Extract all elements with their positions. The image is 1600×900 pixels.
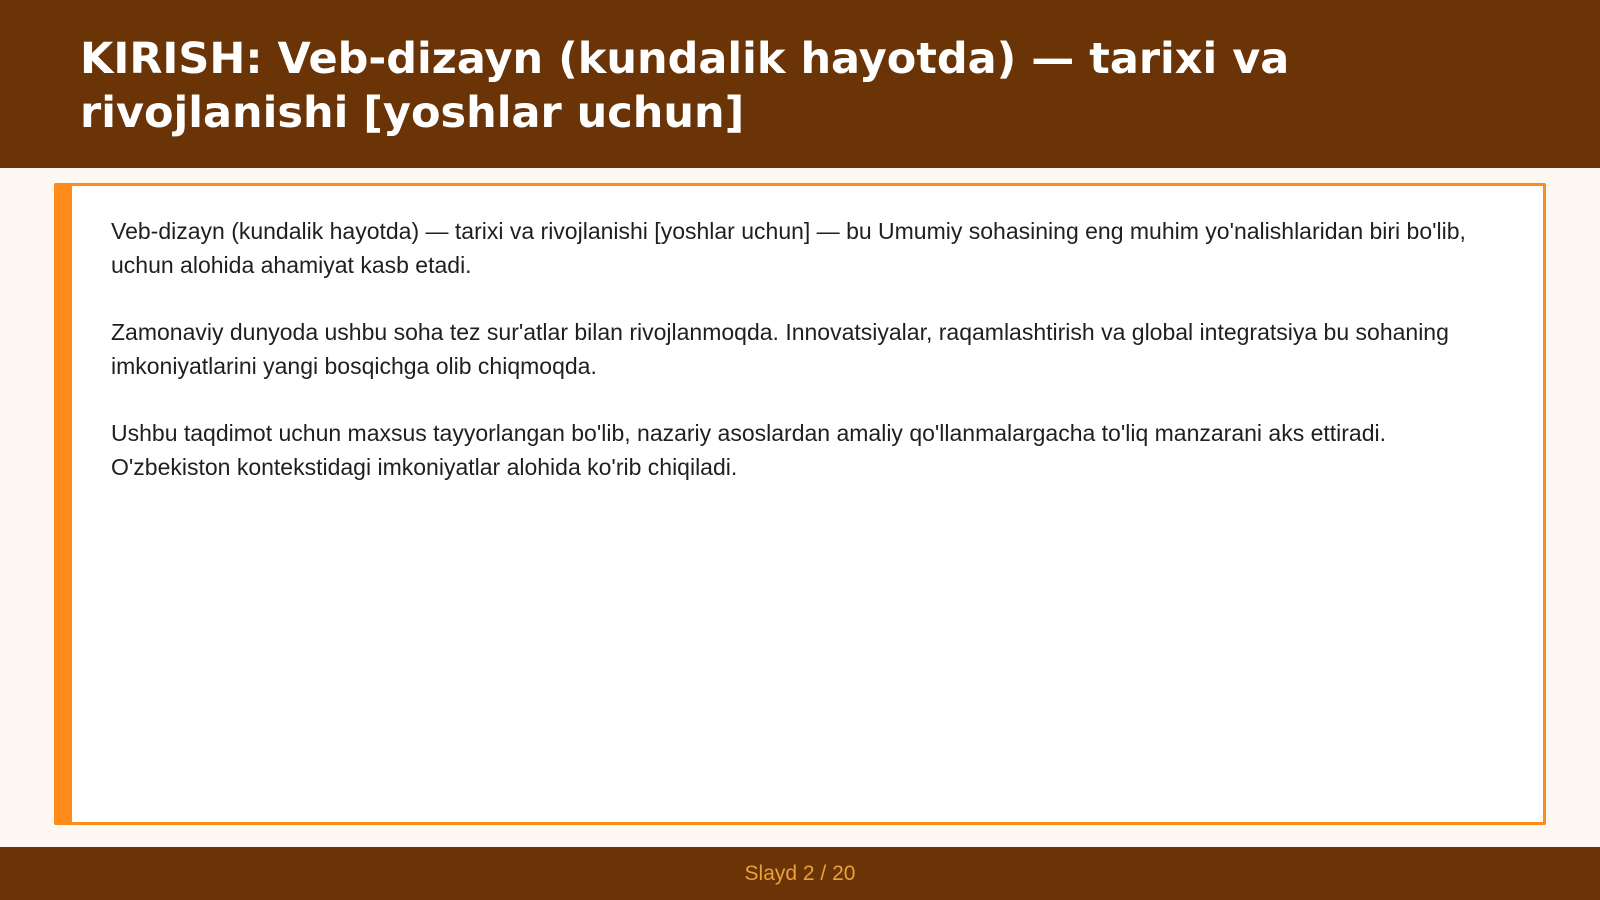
slide-counter: Slayd 2 / 20 [744, 862, 856, 885]
modern-development-paragraph: Zamonaviy dunyoda ushbu soha tez sur'atlar bilan rivojlanmoqda. Innovatsiyalar, raqamlashtirish va global integratsiya bu sohaning imkoniyatlarini yangi bosqichga olib chiqmoqda. [111, 319, 1449, 379]
intro-paragraph: Veb-dizayn (kundalik hayotda) — tarixi va rivojlanishi [yoshlar uchun] — bu Umumiy sohasining eng muhim yo'nalishlaridan biri bo'lib, uchun alohida ahamiyat kasb etadi. [111, 218, 1466, 278]
slide-title: KIRISH: Veb-dizayn (kundalik hayotda) — tarixi va rivojlanishi [yoshlar uchun] [80, 34, 1290, 138]
slide-footer [0, 847, 1600, 900]
slide-header [0, 0, 1600, 168]
presentation-scope-paragraph: Ushbu taqdimot uchun maxsus tayyorlangan bo'lib, nazariy asoslardan amaliy qo'llanmalargacha to'liq manzarani aks ettiradi. O'zbekiston kontekstidagi imkoniyatlar alohida ko'rib chiqiladi. [111, 420, 1387, 480]
content-card [54, 183, 1546, 825]
